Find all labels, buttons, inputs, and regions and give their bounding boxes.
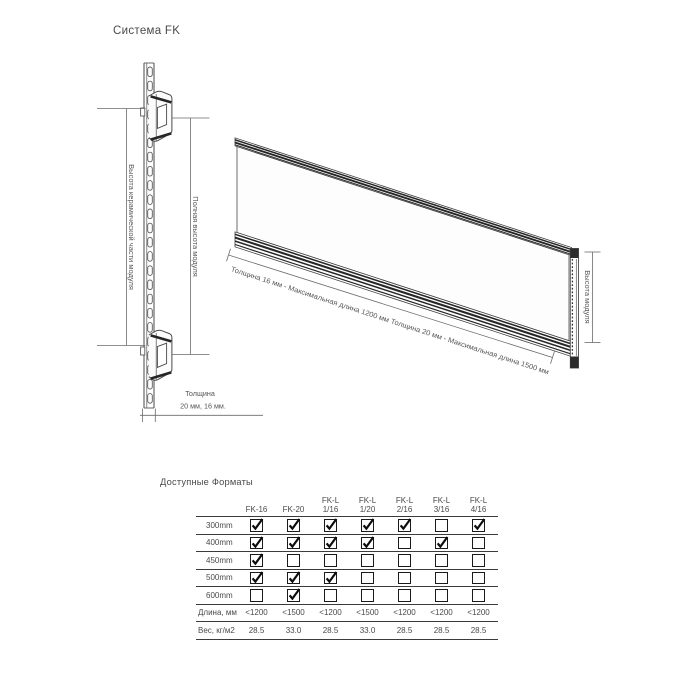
table-cell [312, 589, 349, 602]
column-header-line1: FK-L [358, 495, 377, 505]
row-label: Длина, мм [198, 608, 237, 618]
table-cell [275, 608, 312, 617]
page-title: Система FK [113, 25, 181, 37]
table-cell [238, 608, 275, 617]
table-cell [460, 554, 497, 567]
table-cell [275, 554, 312, 567]
checkbox-unchecked-icon [435, 554, 448, 567]
table-cell [423, 608, 460, 617]
panel-length-note: Толщина 16 мм - Максимальная длина 1200 мм Толщина 20 мм - Максимальная длина 1500 мм [229, 265, 535, 372]
checkbox-unchecked-icon [398, 537, 411, 550]
column-header-line2: 3/16 [433, 504, 450, 514]
thickness-title: Толщина [185, 389, 215, 398]
table-cell [386, 626, 423, 635]
table-cell [386, 589, 423, 602]
table-cell [238, 554, 275, 567]
dim-full-height-label: Полная высота модуля [190, 196, 200, 277]
table-cell [460, 572, 497, 585]
cell-value: 28.5 [248, 625, 265, 635]
table-cell [312, 626, 349, 635]
cell-value: <1200 [245, 608, 268, 618]
checkbox-checked-icon [250, 519, 263, 532]
dim-module-height-label: Высота модуля [582, 270, 592, 324]
checkbox-unchecked-icon [472, 589, 485, 602]
table-row [196, 605, 498, 623]
column-header [386, 496, 423, 514]
table-cell [238, 519, 275, 532]
column-header-line2: 1/20 [359, 504, 376, 514]
column-header [275, 505, 312, 514]
checkbox-checked-icon [361, 537, 374, 550]
checkbox-unchecked-icon [324, 554, 337, 567]
checkbox-checked-icon [287, 537, 300, 550]
table-cell [238, 589, 275, 602]
checkbox-checked-icon [287, 572, 300, 585]
table-cell [349, 554, 386, 567]
table-cell [312, 554, 349, 567]
table-cell [423, 537, 460, 550]
checkbox-checked-icon [398, 519, 411, 532]
checkbox-unchecked-icon [361, 589, 374, 602]
checkbox-unchecked-icon [472, 537, 485, 550]
checkbox-unchecked-icon [287, 554, 300, 567]
table-cell [423, 572, 460, 585]
checkbox-checked-icon [287, 519, 300, 532]
table-cell [460, 608, 497, 617]
column-header-line1: FK-L [395, 495, 414, 505]
column-header-line2: FK-16 [245, 504, 268, 514]
table-cell [312, 519, 349, 532]
table-cell [423, 519, 460, 532]
table-cell [349, 626, 386, 635]
table-cell [312, 537, 349, 550]
column-header-line1: FK-L [432, 495, 451, 505]
checkbox-unchecked-icon [435, 519, 448, 532]
row-label: 300mm [206, 520, 233, 530]
table-cell [423, 626, 460, 635]
checkbox-unchecked-icon [361, 572, 374, 585]
column-header [312, 496, 349, 514]
dim-ceramic-height-label: Высота керамической части модуля [126, 164, 136, 290]
table-row [196, 587, 498, 605]
table-cell [460, 537, 497, 550]
table-row [196, 517, 498, 535]
checkbox-checked-icon [287, 589, 300, 602]
checkbox-checked-icon [250, 572, 263, 585]
column-header [238, 505, 275, 514]
checkbox-unchecked-icon [435, 589, 448, 602]
column-header-line2: 2/16 [396, 504, 413, 514]
cell-value: <1500 [356, 608, 379, 618]
table-row [196, 570, 498, 588]
cell-value: 28.5 [396, 625, 413, 635]
checkbox-unchecked-icon [398, 554, 411, 567]
cell-value: 28.5 [322, 625, 339, 635]
table-cell [349, 589, 386, 602]
table-cell [275, 537, 312, 550]
checkbox-checked-icon [324, 519, 337, 532]
checkbox-unchecked-icon [250, 589, 263, 602]
table-cell [460, 626, 497, 635]
checkbox-unchecked-icon [472, 572, 485, 585]
table-cell [423, 554, 460, 567]
cell-value: 28.5 [433, 625, 450, 635]
row-label: 450mm [206, 555, 233, 565]
table-row [196, 552, 498, 570]
column-header-line2: 1/16 [322, 504, 339, 514]
table-cell [312, 608, 349, 617]
cell-value: 28.5 [470, 625, 487, 635]
table-cell [349, 572, 386, 585]
row-label: 400mm [206, 538, 233, 548]
panel-end-profile [570, 249, 578, 369]
table-cell [275, 626, 312, 635]
cell-value: <1500 [282, 608, 305, 618]
table-cell [386, 554, 423, 567]
checkbox-unchecked-icon [324, 589, 337, 602]
checkbox-unchecked-icon [472, 554, 485, 567]
table-cell [349, 608, 386, 617]
checkbox-checked-icon [435, 537, 448, 550]
checkbox-unchecked-icon [398, 572, 411, 585]
cell-value: <1200 [393, 608, 416, 618]
checkbox-checked-icon [361, 519, 374, 532]
table-cell [423, 589, 460, 602]
cell-value: <1200 [430, 608, 453, 618]
thickness-values: 20 мм, 16 мм. [180, 401, 226, 411]
table-cell [386, 608, 423, 617]
row-label: 500mm [206, 573, 233, 583]
table-cell [460, 589, 497, 602]
column-header-line2: FK-20 [282, 504, 305, 514]
table-cell [238, 626, 275, 635]
table-row [196, 535, 498, 553]
table-cell [386, 519, 423, 532]
checkbox-checked-icon [324, 572, 337, 585]
table-cell [386, 537, 423, 550]
column-header [460, 496, 497, 514]
formats-heading: Доступные Форматы [160, 477, 253, 487]
table-cell [238, 572, 275, 585]
cell-value: <1200 [319, 608, 342, 618]
cell-value: 33.0 [285, 625, 302, 635]
checkbox-checked-icon [324, 537, 337, 550]
cell-value: <1200 [467, 608, 490, 618]
cell-value: 33.0 [359, 625, 376, 635]
table-cell [275, 519, 312, 532]
table-cell [349, 519, 386, 532]
table-cell [349, 537, 386, 550]
table-row [196, 622, 498, 640]
formats-table [196, 495, 498, 640]
table-cell [312, 572, 349, 585]
column-header [349, 496, 386, 514]
checkbox-unchecked-icon [361, 554, 374, 567]
row-label: Вес, кг/м2 [198, 625, 235, 635]
table-cell [275, 589, 312, 602]
checkbox-checked-icon [250, 537, 263, 550]
mounting-clip-icon [149, 91, 172, 141]
checkbox-unchecked-icon [435, 572, 448, 585]
table-header-row [196, 495, 498, 517]
checkbox-checked-icon [250, 554, 263, 567]
row-label: 600mm [206, 590, 233, 600]
checkbox-unchecked-icon [398, 589, 411, 602]
column-header-line2: 4/16 [470, 504, 487, 514]
column-header [423, 496, 460, 514]
column-header-line1: FK-L [321, 495, 340, 505]
table-cell [386, 572, 423, 585]
column-header-line1: FK-L [469, 495, 488, 505]
checkbox-checked-icon [472, 519, 485, 532]
table-cell [238, 537, 275, 550]
table-cell [275, 572, 312, 585]
table-cell [460, 519, 497, 532]
